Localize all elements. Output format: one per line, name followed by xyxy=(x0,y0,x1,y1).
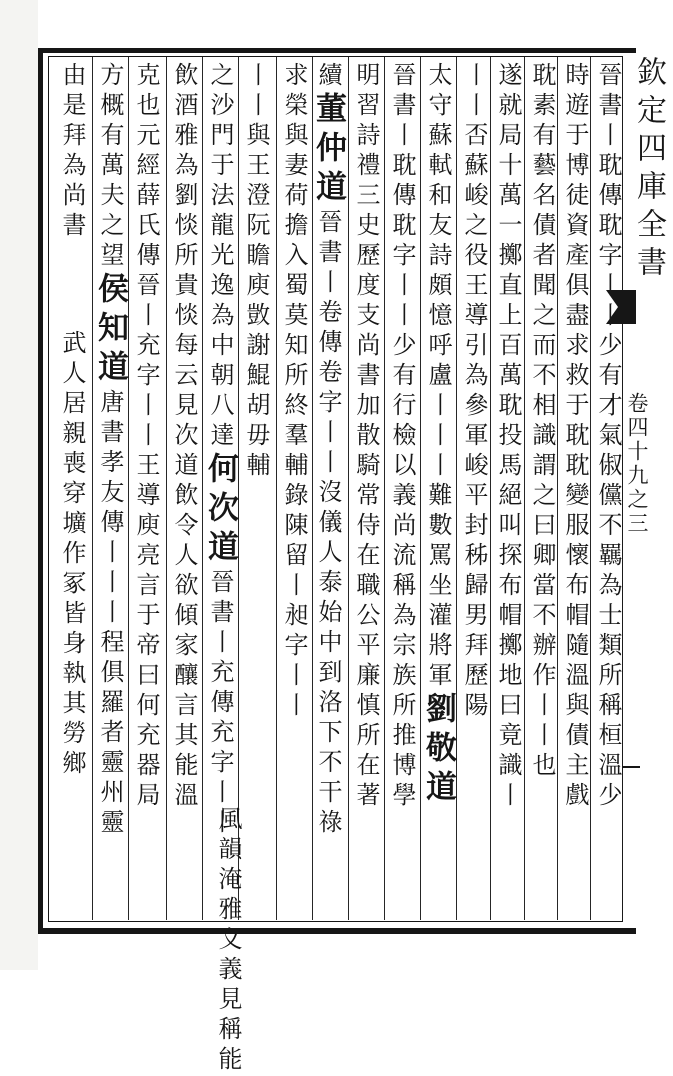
entry-heading: 何次道 xyxy=(202,452,238,569)
text-column-2: 時遊于博徒資產俱盡求救于耽耽變服懷布帽隨溫與債主戲 xyxy=(561,62,589,812)
column-text: 晉書丨充傳充字丨丨 xyxy=(206,569,234,839)
text-column-14: 飲酒雅為劉惔所貴惔每云見次道飲令人欲傾家釀言其能溫 xyxy=(170,62,198,812)
column-text: 續 xyxy=(314,62,342,92)
entry-heading: 董仲道 xyxy=(310,92,346,209)
entry-heading: 侯知道 xyxy=(92,272,128,389)
text-column-4: 遂就局十萬一擲直上百萬耽投馬絕叫探布帽擲地曰竟識丨 xyxy=(494,62,522,812)
text-column-15: 克也元經薛氏傳晉丨充字丨丨王導庾亮言于帝曰何充器局 xyxy=(132,62,160,812)
margin-tick xyxy=(622,766,640,768)
column-rule xyxy=(276,57,277,920)
column-rule xyxy=(166,57,167,920)
page-gutter xyxy=(0,0,38,970)
column-rule xyxy=(490,57,491,920)
text-column-12 xyxy=(204,62,236,839)
column-rule xyxy=(348,57,349,920)
text-column-3: 耽素有藝名債者聞之而不相識謂之曰卿當不辦作丨丨也 xyxy=(528,62,556,782)
column-text: 唐書孝友傳丨丨丨程俱羅者靈州靈 xyxy=(96,389,124,839)
text-column-7: 晉書丨耽傳耽字丨丨少有行檢以義尚流稱為宗族所推博學 xyxy=(388,62,416,812)
text-column-8: 明習詩禮三史歷度支尚書加散騎常侍在職公平廉慎所在著 xyxy=(352,62,380,812)
column-text: 之沙門于法龍光逸為中朝八達 xyxy=(206,62,234,452)
column-rule xyxy=(238,57,239,920)
column-text: 方概有萬夫之望 xyxy=(96,62,124,272)
column-rule xyxy=(524,57,525,920)
text-column-17: 由是拜為尚書 xyxy=(58,62,86,242)
column-rule xyxy=(92,57,93,920)
book-title: 欽定四庫全書 xyxy=(631,56,666,284)
text-column-6 xyxy=(422,62,454,809)
text-column-9 xyxy=(312,62,344,839)
entry-heading: 劉敬道 xyxy=(420,692,456,809)
text-column-10: 求榮與妻荷擔入蜀莫知所終羣輔錄陳留丨昶字丨丨 xyxy=(280,62,308,722)
text-column-1: 晉書丨耽傳耽字丨丨少有才氣俶儻不羈為士類所稱桓溫少 xyxy=(594,62,622,812)
text-column-5: 丨丨否蘇峻之役王導引為參軍峻平封秭歸男拜歷陽 xyxy=(460,62,488,722)
text-column-18: 武人居親喪穿壙作冢皆身執其勞鄉 xyxy=(58,330,86,780)
text-column-13: 風韻淹雅文義見稱能 xyxy=(214,806,242,1076)
column-text: 晉書丨卷傳卷字丨丨沒儀人泰始中到洛下不干祿 xyxy=(314,209,342,839)
column-rule xyxy=(128,57,129,920)
column-rule xyxy=(384,57,385,920)
column-text: 太守蘇軾和友詩頗憶呼盧丨丨丨難數罵坐灌將軍 xyxy=(424,62,452,692)
volume-label: 卷四十九之三 xyxy=(625,392,649,536)
column-rule xyxy=(456,57,457,920)
text-column-11: 丨丨與王澄阮瞻庾敳謝鯤胡毋輔 xyxy=(242,62,270,482)
text-column-16 xyxy=(94,62,126,839)
